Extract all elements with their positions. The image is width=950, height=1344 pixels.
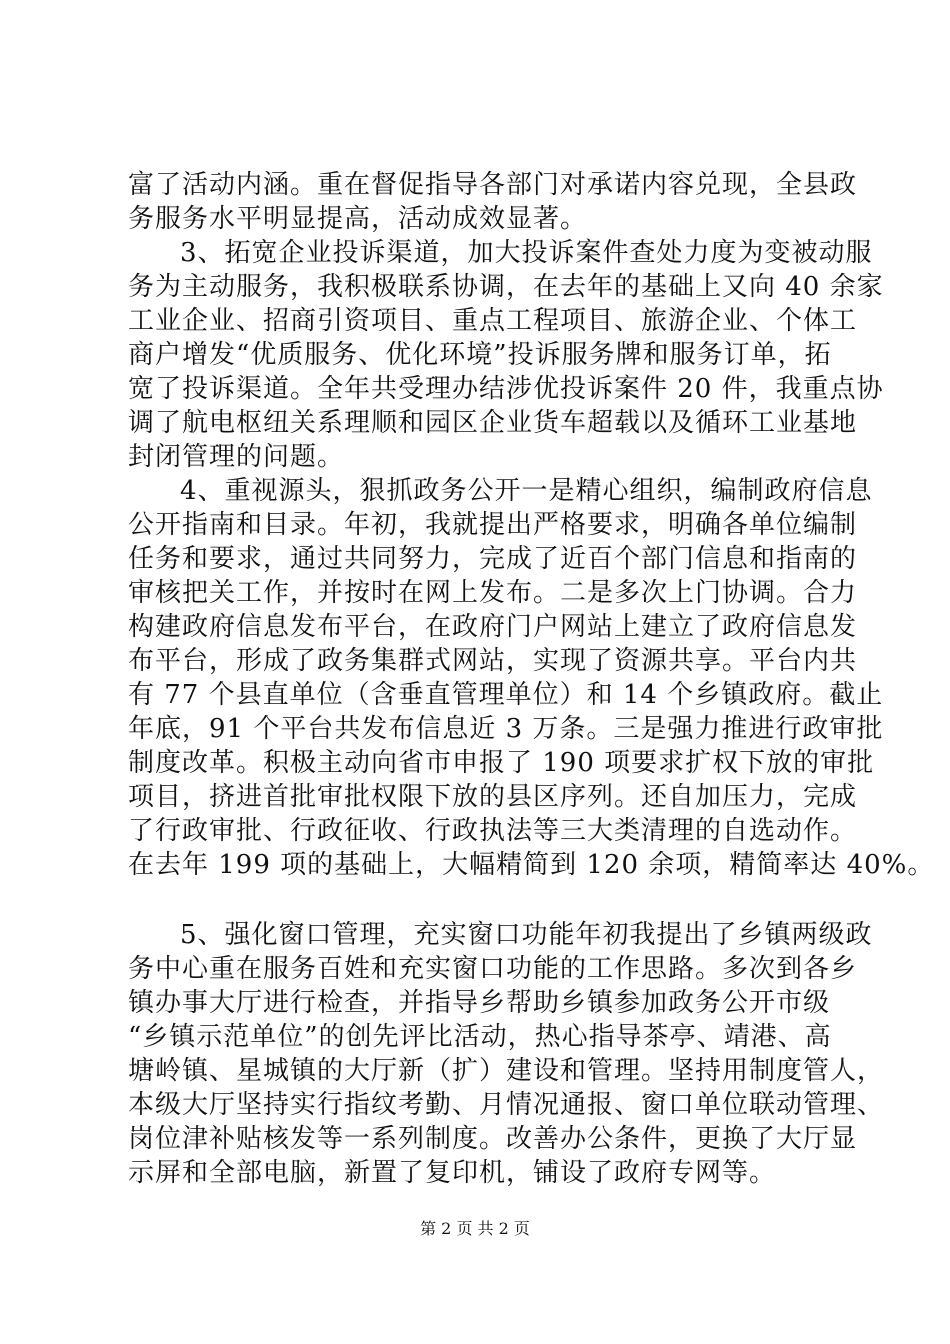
text-line: 塘岭镇、星城镇的大厅新（扩）建设和管理。坚持用制度管人， (128, 1056, 885, 1086)
text-line: 4、重视源头，狠抓政务公开一是精心组织，编制政府信息 (180, 476, 873, 506)
document-body (128, 168, 935, 1190)
page-number: 第 2 页 共 2 页 (420, 1219, 530, 1238)
paragraph-gap (128, 882, 854, 918)
text-line: 调了航电枢纽关系理顺和园区企业货车超载以及循环工业基地 (128, 408, 858, 438)
text-line: 公开指南和目录。年初，我就提出严格要求，明确各单位编制 (128, 510, 858, 540)
text-line: 5、强化窗口管理，充实窗口功能年初我提出了乡镇两级政 (180, 920, 873, 950)
paragraph-complaint-channels (128, 236, 884, 474)
text-line: 富了活动内涵。重在督促指导各部门对承诺内容兑现，全县政 (128, 170, 858, 200)
text-line: 3、拓宽企业投诉渠道，加大投诉案件查处力度为变被动服 (180, 238, 873, 268)
text-line: 镇办事大厅进行检查，并指导乡帮助乡镇参加政务公开市级 (128, 988, 831, 1018)
text-line: 务服务水平明显提高，活动成效显著。 (128, 204, 588, 234)
text-line: 项目，挤进首批审批权限下放的县区序列。还自加压力，完成 (128, 782, 858, 812)
text-line: “乡镇示范单位”的创先评比活动，热心指导茶亭、靖港、高 (128, 1022, 832, 1052)
text-line: 制度改革。积极主动向省市申报了 190 项要求扩权下放的审批 (128, 748, 875, 778)
page-footer (0, 1216, 950, 1239)
text-line: 布平台，形成了政务集群式网站，实现了资源共享。平台内共 (128, 646, 858, 676)
paragraph-government-affairs-openness (128, 474, 935, 882)
text-line: 了行政审批、行政征收、行政执法等三大类清理的自选动作。 (128, 816, 858, 846)
text-line: 封闭管理的问题。 (128, 442, 345, 472)
text-line: 务中心重在服务百姓和充实窗口功能的工作思路。多次到各乡 (128, 954, 858, 984)
text-line: 在去年 199 项的基础上，大幅精简到 120 余项，精简率达 40%。 (128, 850, 935, 880)
text-line: 任务和要求，通过共同努力，完成了近百个部门信息和指南的 (128, 544, 858, 574)
text-line: 工业企业、招商引资项目、重点工程项目、旅游企业、个体工 (128, 306, 858, 336)
text-line: 审核把关工作，并按时在网上发布。二是多次上门协调。合力 (128, 578, 858, 608)
text-line: 务为主动服务，我积极联系协调，在去年的基础上又向 40 余家 (128, 272, 884, 302)
text-line: 本级大厅坚持实行指纹考勤、月情况通报、窗口单位联动管理、 (128, 1090, 885, 1120)
text-line: 示屏和全部电脑，新置了复印机，铺设了政府专网等。 (128, 1158, 777, 1188)
text-line: 有 77 个县直单位（含垂直管理单位）和 14 个乡镇政府。截止 (128, 680, 884, 710)
text-line: 年底，91 个平台共发布信息近 3 万条。三是强力推进行政审批 (128, 714, 884, 744)
paragraph-continuation (128, 168, 858, 236)
text-line: 宽了投诉渠道。全年共受理办结涉优投诉案件 20 件，我重点协 (128, 374, 884, 404)
text-line: 构建政府信息发布平台，在政府门户网站上建立了政府信息发 (128, 612, 858, 642)
paragraph-window-management (128, 918, 885, 1190)
text-line: 商户增发“优质服务、优化环境”投诉服务牌和服务订单，拓 (128, 340, 832, 370)
text-line: 岗位津补贴核发等一系列制度。改善办公条件，更换了大厅显 (128, 1124, 858, 1154)
